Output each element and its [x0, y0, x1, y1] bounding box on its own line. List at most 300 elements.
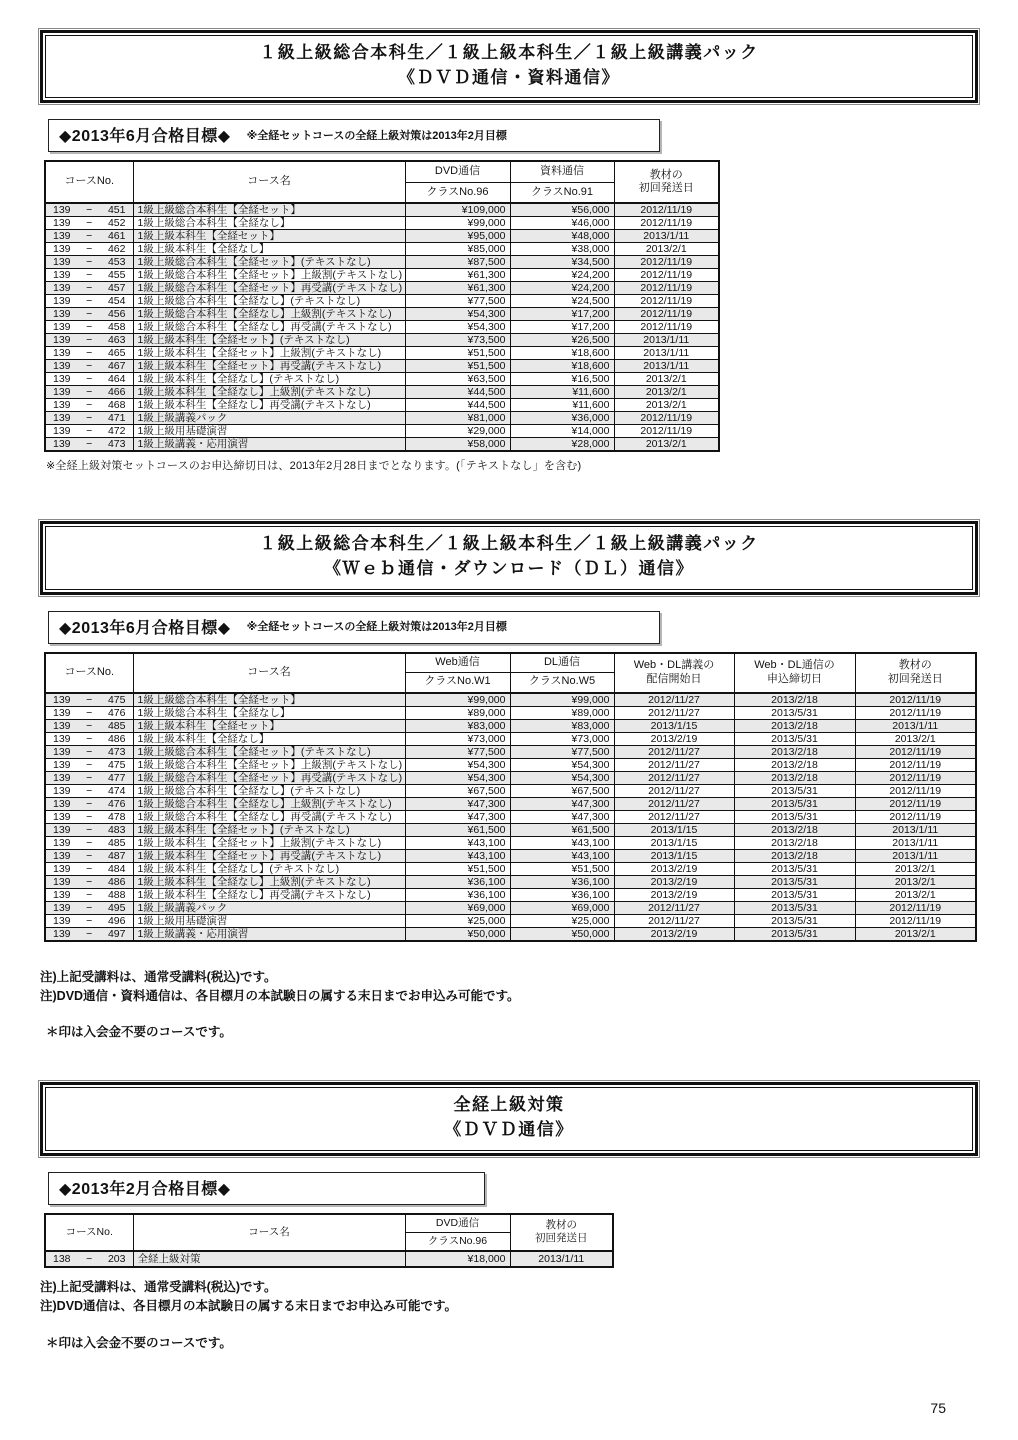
table-row	[45, 849, 976, 862]
table-row	[45, 901, 976, 914]
date-cell: 2012/11/19	[614, 256, 719, 269]
price-cell: ¥43,100	[405, 836, 510, 849]
section1-goal-label: ◆2013年6月合格目標◆	[59, 128, 231, 146]
section3-notes	[40, 1278, 1018, 1317]
course-no-cell: 139 − 496	[45, 914, 133, 927]
date-cell: 2013/5/31	[734, 862, 855, 875]
price-cell: ¥73,000	[510, 732, 614, 745]
price-cell: ¥25,000	[510, 914, 614, 927]
price-cell: ¥77,500	[510, 745, 614, 758]
note-line: 注)DVD通信は、各目標月の本試験日の属する末日までお申込み可能です。	[40, 1299, 458, 1314]
course-no-cell: 139 − 485	[45, 719, 133, 732]
table-row	[45, 321, 719, 334]
price-cell: ¥77,500	[405, 745, 510, 758]
date-cell: 2012/11/19	[614, 217, 719, 230]
price-cell: ¥89,000	[405, 706, 510, 719]
table-row	[45, 256, 719, 269]
date-cell: 2013/5/31	[734, 927, 855, 941]
price-cell: ¥54,300	[405, 321, 510, 334]
section1-title: １級上級総合本科生／１級上級本科生／１級上級講義パック	[259, 43, 759, 62]
date-cell: 2013/2/18	[734, 836, 855, 849]
table2-header	[45, 653, 976, 693]
date-cell: 2012/11/19	[855, 784, 976, 797]
table-row	[45, 412, 719, 425]
course-no-cell: 139 − 461	[45, 230, 133, 243]
course-name-cell: 1級上級本科生【全経セット】上級割(テキストなし)	[133, 836, 405, 849]
section1-subtitle: 《ＤＶＤ通信・資料通信》	[398, 67, 620, 87]
price-cell: ¥87,500	[405, 256, 510, 269]
header-stream-line1: Web・DL講義の	[633, 658, 715, 671]
section3-goal-label: ◆2013年2月合格目標◆	[59, 1180, 231, 1198]
section1-title-frame	[40, 30, 978, 103]
price-cell: ¥51,500	[510, 862, 614, 875]
date-cell: 2012/11/19	[614, 295, 719, 308]
course-no-cell: 139 − 451	[45, 203, 133, 217]
course-name-cell: 1級上級総合本科生【全経セット】	[133, 203, 405, 217]
header-class-no-w1: クラスNo.W1	[405, 673, 510, 693]
header-class-no-w5: クラスNo.W5	[510, 673, 614, 693]
price-cell: ¥51,500	[405, 862, 510, 875]
course-name-cell: 1級上級本科生【全経セット】	[133, 719, 405, 732]
price-cell: ¥14,000	[510, 425, 614, 438]
table-row	[45, 836, 976, 849]
section3-goal-banner	[48, 1172, 485, 1205]
table-row	[45, 810, 976, 823]
table-row	[45, 914, 976, 927]
table-row	[45, 1251, 613, 1267]
date-cell: 2012/11/27	[614, 784, 734, 797]
table-row	[45, 862, 976, 875]
price-cell: ¥61,300	[405, 269, 510, 282]
table-row	[45, 823, 976, 836]
date-cell: 2013/5/31	[734, 732, 855, 745]
date-cell: 2013/2/18	[734, 849, 855, 862]
course-name-cell: 1級上級講義パック	[133, 412, 405, 425]
date-cell: 2013/2/19	[614, 875, 734, 888]
date-cell: 2013/1/11	[614, 347, 719, 360]
course-no-cell: 139 − 465	[45, 347, 133, 360]
date-cell: 2013/5/31	[734, 914, 855, 927]
date-cell: 2013/1/11	[855, 719, 976, 732]
price-cell: ¥99,000	[510, 693, 614, 707]
page-number: 75	[930, 1400, 946, 1416]
date-cell: 2012/11/19	[614, 412, 719, 425]
price-cell: ¥36,100	[510, 888, 614, 901]
header-ship-line2: 初回発送日	[638, 182, 694, 195]
price-cell: ¥47,300	[510, 810, 614, 823]
table2-body	[45, 693, 976, 941]
date-cell: 2012/11/27	[614, 901, 734, 914]
header-ship-line1: 教材の	[898, 658, 932, 671]
header-deadline-line1: Web・DL通信の	[754, 658, 835, 671]
course-no-cell: 139 − 473	[45, 745, 133, 758]
header-course-name: コース名	[133, 653, 405, 693]
date-cell: 2013/5/31	[734, 706, 855, 719]
course-no-cell: 139 − 475	[45, 758, 133, 771]
course-name-cell: 1級上級本科生【全経なし】	[133, 732, 405, 745]
date-cell: 2013/1/11	[614, 334, 719, 347]
date-cell: 2013/2/1	[855, 862, 976, 875]
price-cell: ¥89,000	[510, 706, 614, 719]
price-cell: ¥50,000	[405, 927, 510, 941]
course-name-cell: 1級上級総合本科生【全経セット】再受講(テキストなし)	[133, 771, 405, 784]
course-no-cell: 139 − 487	[45, 849, 133, 862]
header-ship-line1: 教材の	[649, 168, 683, 181]
header-ship-date	[855, 653, 976, 693]
price-cell: ¥17,200	[510, 308, 614, 321]
price-cell: ¥99,000	[405, 217, 510, 230]
date-cell: 2012/11/19	[855, 901, 976, 914]
table-row	[45, 295, 719, 308]
price-cell: ¥36,100	[405, 888, 510, 901]
price-cell: ¥48,000	[510, 230, 614, 243]
table-row	[45, 706, 976, 719]
header-course-name: コース名	[133, 161, 405, 203]
course-no-cell: 139 − 458	[45, 321, 133, 334]
date-cell: 2013/5/31	[734, 784, 855, 797]
table-row	[45, 386, 719, 399]
course-name-cell: 1級上級総合本科生【全経なし】(テキストなし)	[133, 784, 405, 797]
header-dvd-tsushin: DVD通信	[405, 1214, 510, 1233]
section2-goal-label: ◆2013年6月合格目標◆	[59, 619, 231, 637]
course-no-cell: 139 − 485	[45, 836, 133, 849]
header-dl-tsushin: DL通信	[510, 653, 614, 673]
course-name-cell: 1級上級本科生【全経なし】(テキストなし)	[133, 862, 405, 875]
course-no-cell: 139 − 473	[45, 438, 133, 452]
price-cell: ¥77,500	[405, 295, 510, 308]
price-cell: ¥73,000	[405, 732, 510, 745]
section3-title: 全経上級対策	[453, 1095, 565, 1115]
course-no-cell: 139 − 472	[45, 425, 133, 438]
course-no-cell: 139 − 475	[45, 693, 133, 707]
price-cell: ¥46,000	[510, 217, 614, 230]
header-course-no: コースNo.	[45, 1214, 133, 1251]
section3-title-inner	[45, 1087, 973, 1150]
header-ship-date	[614, 161, 719, 203]
date-cell: 2013/1/11	[614, 230, 719, 243]
course-no-cell: 139 − 452	[45, 217, 133, 230]
price-cell: ¥54,300	[405, 308, 510, 321]
header-class-no-91: クラスNo.91	[510, 182, 614, 203]
date-cell: 2012/11/19	[614, 321, 719, 334]
date-cell: 2012/11/27	[614, 706, 734, 719]
price-cell: ¥11,600	[510, 386, 614, 399]
price-cell: ¥50,000	[510, 927, 614, 941]
price-cell: ¥38,000	[510, 243, 614, 256]
price-cell: ¥85,000	[405, 243, 510, 256]
course-name-cell: 1級上級用基礎演習	[133, 914, 405, 927]
web-dl-price-table	[44, 652, 977, 942]
course-no-cell: 139 − 476	[45, 797, 133, 810]
table-row	[45, 693, 976, 707]
header-stream-start-date	[614, 653, 734, 693]
date-cell: 2012/11/19	[855, 771, 976, 784]
course-no-cell: 139 − 488	[45, 888, 133, 901]
course-no-cell: 139 − 497	[45, 927, 133, 941]
note-line: 注)DVD通信・資料通信は、各目標月の本試験日の属する末日までお申込み可能です。	[40, 988, 520, 1003]
table-row	[45, 875, 976, 888]
date-cell: 2013/5/31	[734, 901, 855, 914]
price-cell: ¥18,600	[510, 360, 614, 373]
price-cell: ¥54,300	[405, 758, 510, 771]
price-cell: ¥54,300	[405, 771, 510, 784]
course-name-cell: 1級上級本科生【全経セット】(テキストなし)	[133, 823, 405, 836]
section3-title-box	[38, 1080, 980, 1157]
date-cell: 2012/11/27	[614, 797, 734, 810]
section2-star-note: ＊印は入会金不要のコースです。	[46, 1025, 232, 1040]
price-cell: ¥61,500	[510, 823, 614, 836]
course-no-cell: 139 − 486	[45, 875, 133, 888]
course-name-cell: 1級上級本科生【全経セット】再受講(テキストなし)	[133, 849, 405, 862]
date-cell: 2013/2/18	[734, 745, 855, 758]
price-cell: ¥109,000	[405, 203, 510, 217]
date-cell: 2013/1/15	[614, 836, 734, 849]
price-cell: ¥17,200	[510, 321, 614, 334]
course-no-cell: 139 − 462	[45, 243, 133, 256]
course-name-cell: 1級上級総合本科生【全経セット】(テキストなし)	[133, 745, 405, 758]
price-cell: ¥83,000	[405, 719, 510, 732]
course-name-cell: 1級上級総合本科生【全経なし】上級割(テキストなし)	[133, 797, 405, 810]
price-cell: ¥44,500	[405, 386, 510, 399]
table-row	[45, 269, 719, 282]
date-cell: 2013/2/1	[855, 888, 976, 901]
table-row	[45, 438, 719, 452]
course-no-cell: 139 − 486	[45, 732, 133, 745]
table-row	[45, 334, 719, 347]
course-no-cell: 139 − 495	[45, 901, 133, 914]
date-cell: 2013/2/1	[614, 373, 719, 386]
section3-star-note: ＊印は入会金不要のコースです。	[46, 1335, 232, 1350]
course-name-cell: 全経上級対策	[133, 1251, 405, 1267]
date-cell: 2013/1/15	[614, 823, 734, 836]
course-no-cell: 138 − 203	[45, 1251, 133, 1267]
date-cell: 2012/11/19	[855, 706, 976, 719]
date-cell: 2013/2/1	[614, 243, 719, 256]
section2-goal-note: ※全経セットコースの全経上級対策は2013年2月目標	[246, 621, 507, 634]
price-cell: ¥47,300	[510, 797, 614, 810]
header-class-no-96: クラスNo.96	[405, 1232, 510, 1251]
header-apply-deadline	[734, 653, 855, 693]
course-no-cell: 139 − 456	[45, 308, 133, 321]
course-name-cell: 1級上級本科生【全経セット】再受講(テキストなし)	[133, 360, 405, 373]
price-cell: ¥51,500	[405, 347, 510, 360]
price-cell: ¥16,500	[510, 373, 614, 386]
price-cell: ¥34,500	[510, 256, 614, 269]
course-name-cell: 1級上級総合本科生【全経セット】上級割(テキストなし)	[133, 758, 405, 771]
price-cell: ¥58,000	[405, 438, 510, 452]
price-cell: ¥43,100	[405, 849, 510, 862]
section2-title-frame	[40, 521, 978, 594]
price-cell: ¥24,500	[510, 295, 614, 308]
course-name-cell: 1級上級総合本科生【全経なし】再受講(テキストなし)	[133, 321, 405, 334]
date-cell: 2013/2/19	[614, 888, 734, 901]
section1-title-inner	[45, 35, 973, 98]
date-cell: 2013/1/11	[855, 823, 976, 836]
course-name-cell: 1級上級総合本科生【全経セット】上級割(テキストなし)	[133, 269, 405, 282]
date-cell: 2012/11/27	[614, 758, 734, 771]
date-cell: 2013/5/31	[734, 888, 855, 901]
course-name-cell: 1級上級総合本科生【全経セット】	[133, 693, 405, 707]
table-row	[45, 797, 976, 810]
date-cell: 2012/11/27	[614, 745, 734, 758]
price-cell: ¥67,500	[510, 784, 614, 797]
date-cell: 2013/2/18	[734, 823, 855, 836]
price-cell: ¥83,000	[510, 719, 614, 732]
date-cell: 2013/1/11	[614, 360, 719, 373]
date-cell: 2013/1/11	[855, 849, 976, 862]
price-cell: ¥54,300	[510, 771, 614, 784]
section2-goal-banner	[48, 611, 660, 644]
table-row	[45, 771, 976, 784]
date-cell: 2012/11/19	[855, 693, 976, 707]
price-cell: ¥25,000	[405, 914, 510, 927]
zenkei-dvd-price-table	[44, 1213, 614, 1268]
date-cell: 2012/11/19	[614, 282, 719, 295]
course-name-cell: 1級上級講義パック	[133, 901, 405, 914]
note-line: 注)上記受講料は、通常受講料(税込)です。	[40, 969, 277, 984]
course-name-cell: 1級上級本科生【全経なし】上級割(テキストなし)	[133, 386, 405, 399]
table3-header	[45, 1214, 613, 1251]
price-cell: ¥81,000	[405, 412, 510, 425]
date-cell: 2013/1/15	[614, 719, 734, 732]
section3-title-frame	[40, 1082, 978, 1155]
price-cell: ¥26,500	[510, 334, 614, 347]
table3-body	[45, 1251, 613, 1267]
table-row	[45, 888, 976, 901]
table-row	[45, 373, 719, 386]
price-cell: ¥24,200	[510, 282, 614, 295]
course-name-cell: 1級上級本科生【全経なし】(テキストなし)	[133, 373, 405, 386]
table1-body	[45, 203, 719, 451]
date-cell: 2013/1/11	[855, 836, 976, 849]
course-no-cell: 139 − 468	[45, 399, 133, 412]
date-cell: 2013/1/11	[510, 1251, 613, 1267]
date-cell: 2013/2/1	[614, 386, 719, 399]
header-ship-date	[510, 1214, 613, 1251]
header-dvd-tsushin: DVD通信	[405, 161, 510, 182]
section2-title: １級上級総合本科生／１級上級本科生／１級上級講義パック	[259, 534, 759, 554]
date-cell: 2013/2/1	[855, 927, 976, 941]
table-row	[45, 758, 976, 771]
price-cell: ¥61,300	[405, 282, 510, 295]
price-cell: ¥54,300	[510, 758, 614, 771]
date-cell: 2013/5/31	[734, 875, 855, 888]
price-cell: ¥18,600	[510, 347, 614, 360]
table-row	[45, 230, 719, 243]
section1-title-box	[38, 28, 980, 105]
date-cell: 2013/2/18	[734, 693, 855, 707]
table-row	[45, 745, 976, 758]
course-name-cell: 1級上級総合本科生【全経なし】	[133, 706, 405, 719]
course-no-cell: 139 − 454	[45, 295, 133, 308]
course-no-cell: 139 − 464	[45, 373, 133, 386]
table-row	[45, 425, 719, 438]
date-cell: 2012/11/27	[614, 914, 734, 927]
date-cell: 2013/2/19	[614, 732, 734, 745]
section2-notes	[40, 968, 1018, 1007]
price-cell: ¥36,000	[510, 412, 614, 425]
date-cell: 2012/11/27	[614, 693, 734, 707]
price-cell: ¥11,600	[510, 399, 614, 412]
date-cell: 2012/11/19	[614, 425, 719, 438]
price-cell: ¥99,000	[405, 693, 510, 707]
price-cell: ¥69,000	[405, 901, 510, 914]
course-name-cell: 1級上級総合本科生【全経なし】上級割(テキストなし)	[133, 308, 405, 321]
price-cell: ¥69,000	[510, 901, 614, 914]
course-name-cell: 1級上級講義・応用演習	[133, 438, 405, 452]
course-no-cell: 139 − 457	[45, 282, 133, 295]
price-cell: ¥47,300	[405, 797, 510, 810]
price-cell: ¥36,100	[510, 875, 614, 888]
date-cell: 2012/11/19	[855, 914, 976, 927]
course-name-cell: 1級上級講義・応用演習	[133, 927, 405, 941]
course-name-cell: 1級上級総合本科生【全経セット】(テキストなし)	[133, 256, 405, 269]
price-cell: ¥29,000	[405, 425, 510, 438]
course-name-cell: 1級上級本科生【全経なし】再受講(テキストなし)	[133, 399, 405, 412]
course-no-cell: 139 − 476	[45, 706, 133, 719]
date-cell: 2012/11/27	[614, 771, 734, 784]
header-class-no-96: クラスNo.96	[405, 182, 510, 203]
section1-footnote: ※全経上級対策セットコースのお申込締切日は、2013年2月28日までとなります。(「テキストなし」を含む)	[46, 460, 582, 473]
price-cell: ¥28,000	[510, 438, 614, 452]
header-web-tsushin: Web通信	[405, 653, 510, 673]
header-deadline-line2: 申込締切日	[767, 672, 822, 685]
course-name-cell: 1級上級本科生【全経なし】	[133, 243, 405, 256]
course-name-cell: 1級上級本科生【全経セット】上級割(テキストなし)	[133, 347, 405, 360]
price-cell: ¥43,100	[510, 836, 614, 849]
price-cell: ¥36,100	[405, 875, 510, 888]
date-cell: 2013/5/31	[734, 810, 855, 823]
course-no-cell: 139 − 463	[45, 334, 133, 347]
date-cell: 2013/2/18	[734, 771, 855, 784]
section2-title-inner	[45, 526, 973, 589]
date-cell: 2013/1/15	[614, 849, 734, 862]
table-row	[45, 203, 719, 217]
course-name-cell: 1級上級総合本科生【全経セット】再受講(テキストなし)	[133, 282, 405, 295]
table1-header	[45, 161, 719, 203]
date-cell: 2013/2/1	[614, 438, 719, 452]
course-name-cell: 1級上級本科生【全経セット】(テキストなし)	[133, 334, 405, 347]
price-cell: ¥63,500	[405, 373, 510, 386]
section2-title-box	[38, 519, 980, 596]
course-no-cell: 139 − 484	[45, 862, 133, 875]
header-course-no: コースNo.	[45, 161, 133, 203]
date-cell: 2013/2/19	[614, 862, 734, 875]
price-cell: ¥44,500	[405, 399, 510, 412]
price-cell: ¥61,500	[405, 823, 510, 836]
price-cell: ¥56,000	[510, 203, 614, 217]
table-row	[45, 399, 719, 412]
price-cell: ¥43,100	[510, 849, 614, 862]
date-cell: 2013/2/1	[855, 732, 976, 745]
date-cell: 2012/11/19	[614, 269, 719, 282]
course-no-cell: 139 − 474	[45, 784, 133, 797]
date-cell: 2013/2/18	[734, 719, 855, 732]
course-no-cell: 139 − 477	[45, 771, 133, 784]
header-ship-line2: 初回発送日	[887, 672, 943, 685]
date-cell: 2012/11/19	[614, 203, 719, 217]
price-cell: ¥67,500	[405, 784, 510, 797]
price-cell: ¥18,000	[405, 1251, 510, 1267]
dvd-shiryo-price-table	[44, 160, 720, 452]
header-shiryo-tsushin: 資料通信	[510, 161, 614, 182]
course-name-cell: 1級上級総合本科生【全経なし】(テキストなし)	[133, 295, 405, 308]
course-name-cell: 1級上級用基礎演習	[133, 425, 405, 438]
price-cell: ¥51,500	[405, 360, 510, 373]
date-cell: 2013/5/31	[734, 797, 855, 810]
course-name-cell: 1級上級本科生【全経なし】再受講(テキストなし)	[133, 888, 405, 901]
table-row	[45, 927, 976, 941]
